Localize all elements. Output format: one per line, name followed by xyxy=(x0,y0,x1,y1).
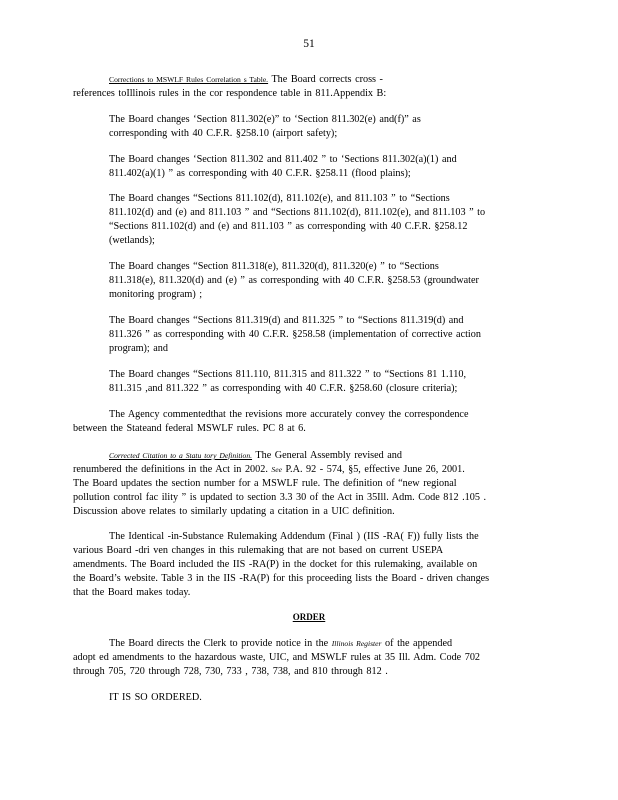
order-line: of the appended xyxy=(381,638,453,649)
item-line: 811.315 ,and 811.322 ” as corresponding with 40 C.F.R. §258.60 (closure criteria); xyxy=(109,383,458,394)
order-line: adopt ed amendments to the hazardous waste, UIC, and MSWLF rules at 35 Ill. Adm. Code 702 xyxy=(73,652,481,663)
agency-line: The Agency commentedthat the revisions more accurately convey the correspondence xyxy=(109,409,469,420)
identical-line: that the Board makes today. xyxy=(73,587,191,598)
see-signal: See xyxy=(271,465,282,474)
corrected-line: pollution control fac ility ” is updated to section 3.3 30 of the Act in 35Ill. Adm. Code 812 .105 . xyxy=(73,492,487,503)
item-line: “Sections 811.102(d) and (e) and 811.103 ” as corresponding with 40 C.F.R. §258.12 xyxy=(109,221,468,232)
corrected-citation-paragraph xyxy=(73,449,545,519)
corrected-line: Discussion above relates to similarly updating a citation in a UIC definition. xyxy=(73,506,395,517)
item-line: program); and xyxy=(109,343,168,354)
corrected-line: renumbered the definitions in the Act in 2002. xyxy=(73,464,268,475)
corrected-line: The Board updates the section number for a MSWLF rule. The definition of “new regional xyxy=(73,478,457,489)
order-line: The Board directs the Clerk to provide notice in the xyxy=(109,638,329,649)
corrected-line1-rest: The General Assembly revised and xyxy=(252,450,402,461)
item-line: corresponding with 40 C.F.R. §258.10 (airport safety); xyxy=(109,128,338,139)
corrections-paragraph xyxy=(73,73,545,101)
item-line: 811.402(a)(1) ” as corresponding with 40 C.F.R. §258.11 (flood plains); xyxy=(109,168,411,179)
corrected-line: P.A. 92 - 574, §5, effective June 26, 2001. xyxy=(281,464,465,475)
item-line: The Board changes “Section 811.318(e), 811.320(d), 811.320(e) ” to “Sections xyxy=(109,261,439,272)
item-line: The Board changes ‘Section 811.302 and 811.402 ” to ‘Sections 811.302(a)(1) and xyxy=(109,154,457,165)
item-3 xyxy=(109,192,541,248)
corrections-heading: Corrections to MSWLF Rules Correlation s Table. xyxy=(109,75,269,84)
item-4 xyxy=(109,260,541,302)
corrected-citation-heading: Corrected Citation to a Statu tory Definition. xyxy=(109,451,253,460)
item-2 xyxy=(109,153,529,181)
order-paragraph xyxy=(73,637,545,679)
identical-paragraph xyxy=(73,530,545,600)
item-line: 811.326 ” as corresponding with 40 C.F.R. §258.58 (implementation of corrective action xyxy=(109,329,481,340)
corrections-line2: references toIllinois rules in the cor respondence table in 811.Appendix B: xyxy=(73,88,387,99)
item-line: (wetlands); xyxy=(109,235,155,246)
item-line: The Board changes “Sections 811.110, 811.315 and 811.322 ” to “Sections 81 1.110, xyxy=(109,369,466,380)
illinois-register-citation: Illinois Register xyxy=(331,639,382,648)
page-number: 51 xyxy=(303,38,315,50)
agency-paragraph xyxy=(73,408,545,436)
identical-line: various Board -dri ven changes in this rulemaking that are not based on current USEPA xyxy=(73,545,444,556)
item-5 xyxy=(109,314,541,356)
item-line: 811.318(e), 811.320(d) and (e) ” as corresponding with 40 C.F.R. §258.53 (groundwater xyxy=(109,275,479,286)
item-line: The Board changes ‘Section 811.302(e)” to ‘Section 811.302(e) and(f)” as xyxy=(109,114,421,125)
closing-text: IT IS SO ORDERED. xyxy=(109,692,202,703)
identical-line: amendments. The Board included the IIS -RA(P) in the docket for this rulemaking, available on xyxy=(73,559,478,570)
corrections-line1-rest: The Board corrects cross - xyxy=(268,74,383,85)
item-line: The Board changes “Sections 811.319(d) and 811.325 ” to “Sections 811.319(d) and xyxy=(109,315,464,326)
item-line: The Board changes “Sections 811.102(d), 811.102(e), and 811.103 ” to “Sections xyxy=(109,193,450,204)
agency-line: between the Stateand federal MSWLF rules. PC 8 at 6. xyxy=(73,423,306,434)
order-heading: ORDER xyxy=(292,612,326,622)
order-line: through 705, 720 through 728, 730, 733 , 738, 738, and 810 through 812 . xyxy=(73,666,388,677)
item-6 xyxy=(109,368,541,396)
item-line: 811.102(d) and (e) and 811.103 ” and “Sections 811.102(d), 811.102(e), and 811.103 ” to xyxy=(109,207,486,218)
item-1 xyxy=(109,113,529,141)
identical-line: the Board’s website. Table 3 in the IIS -RA(P) for this proceeding lists the Board - driven changes xyxy=(73,573,490,584)
closing-statement xyxy=(109,691,409,705)
identical-line: The Identical -in-Substance Rulemaking Addendum (Final ) (IIS -RA( F)) fully lists the xyxy=(109,531,479,542)
item-line: monitoring program) ; xyxy=(109,289,203,300)
